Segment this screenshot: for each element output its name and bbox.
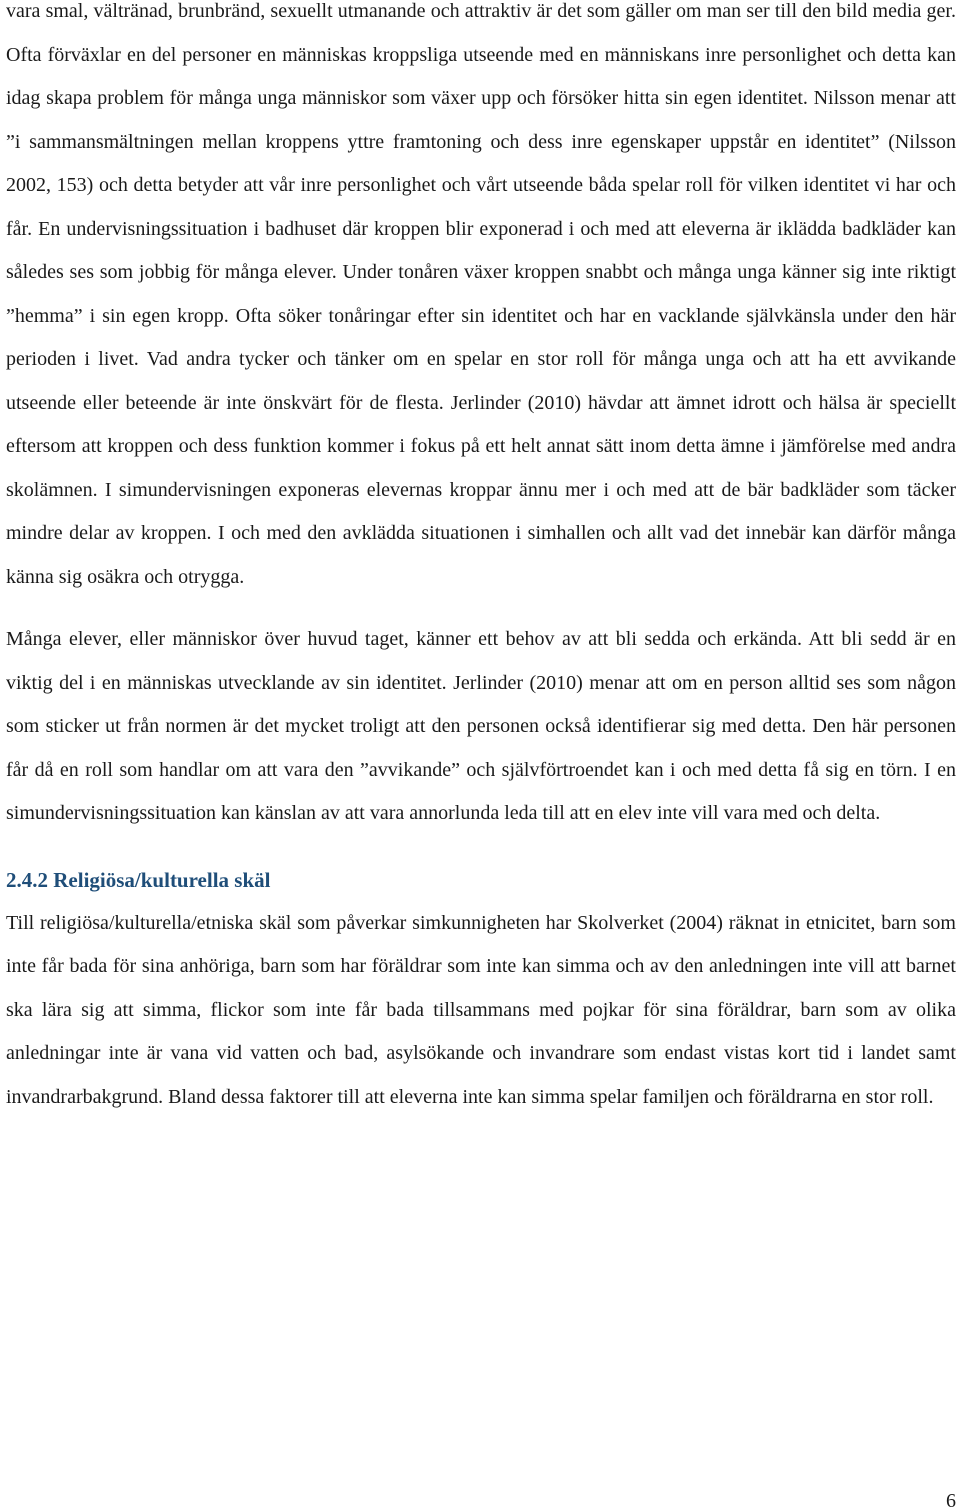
document-page bbox=[6, 0, 956, 1119]
body-paragraph-1: vara smal, vältränad, brunbränd, sexuellt utmanande och attraktiv är det som gäller om man ser till den bild media ger. Ofta förväxlar en del personer en människas kroppsliga utseende med en människans inre personlighet och detta kan idag skapa problem för många unga människor som växer upp och försöker hitta sin egen identitet. Nilsson menar att ”i sammansmältningen mellan kroppens yttre framtoning och dess inre egenskaper uppstår en identitet” (Nilsson 2002, 153) och detta betyder att vår inre personlighet och vårt utseende båda spelar roll för vilken identitet vi har och får. En undervisningssituation i badhuset där kroppen blir exponerad i och med att eleverna är iklädda badkläder kan således ses som jobbig för många elever. Under tonåren växer kroppen snabbt och många unga känner sig inte riktigt ”hemma” i sin egen kropp. Ofta söker tonåringar efter sin identitet och har en vacklande självkänsla under den här perioden i livet. Vad andra tycker och tänker om en spelar en stor roll för många unga och att ha ett avvikande utseende eller beteende är inte önskvärt för de flesta. Jerlinder (2010) hävdar att ämnet idrott och hälsa är speciellt eftersom att kroppen och dess funktion kommer i fokus på ett helt annat sätt inom detta ämne i jämförelse med andra skolämnen. I simundervisningen exponeras elevernas kroppar ännu mer i och med att de bär badkläder som täcker mindre delar av kroppen. I och med den avklädda situationen i simhallen och allt vad det innebär kan därför många känna sig osäkra och otrygga. bbox=[6, 0, 956, 588]
body-paragraph-2: Många elever, eller människor över huvud taget, känner ett behov av att bli sedda och erkända. Att bli sedd är en viktig del i en människas utvecklande av sin identitet. Jerlinder (2010) menar att om en person alltid ses som någon som sticker ut från normen är det mycket troligt att den personen också identifierar sig med detta. Den här personen får då en roll som handlar om att vara den ”avvikande” och självförtroendet kan i och med detta få sig en törn. I en simundervisningssituation kan känslan av att vara annorlunda leda till att en elev inte vill vara med och delta. bbox=[6, 628, 956, 824]
page-number: 6 bbox=[946, 1490, 956, 1512]
section-paragraph: Till religiösa/kulturella/etniska skäl som påverkar simkunnigheten har Skolverket (2004) räknat in etnicitet, barn som inte får bada för sina anhöriga, barn som har föräldrar som inte kan simma och av den anledningen inte vill att barnet ska lära sig att simma, flickor som inte får bada tillsammans med pojkar för sina föräldrar, barn som av olika anledningar inte är vana vid vatten och bad, asylsökande och invandrare som endast vistas kort tid i landet samt invandrarbakgrund. Bland dessa faktorer till att eleverna inte kan simma spelar familjen och föräldrarna en stor roll. bbox=[6, 911, 956, 1108]
section-heading: 2.4.2 Religiösa/kulturella skäl bbox=[6, 867, 271, 892]
